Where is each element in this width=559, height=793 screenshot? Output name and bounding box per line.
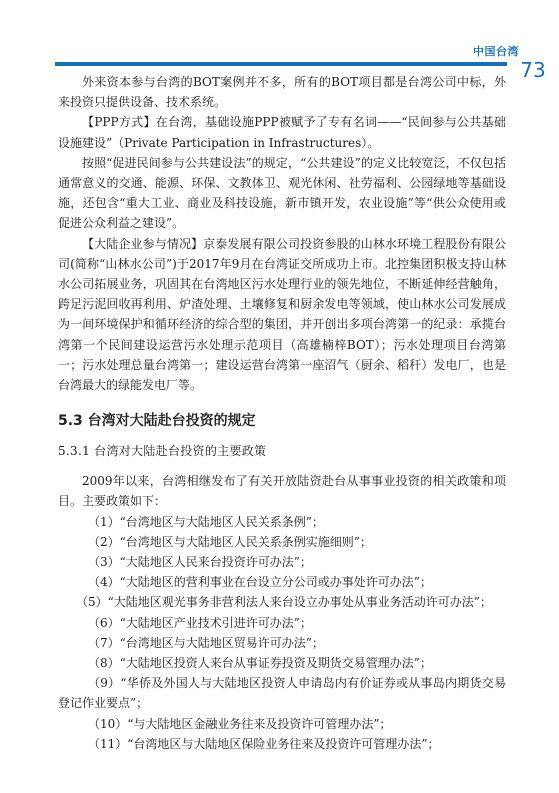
paragraph-policy-intro: 2009年以来，台湾相继发布了有关开放陆资赴台从事事业投资的相关政策和项目。主要政策如下： (58, 474, 506, 509)
section-heading-5-3: 5.3 台湾对大陆赴台投资的规定 (58, 413, 256, 430)
paragraph-public-construction: 按照“促进民间参与公共建设法”的规定，“公共建设”的定义比较宽泛，不仅包括通常意义的交通、能源、环保、文教体卫、观光休闲、社劳福利、公园绿地等基础设施，还包含“重大工业、商业及科技设施，新市镇开发，农业设施”等“供公众使用或促进公众利益之建设”。 (58, 155, 506, 231)
page-body (58, 72, 506, 754)
policy-item: （4）“大陆地区的营利事业在台设立分公司或办事处许可办法”； (88, 575, 432, 590)
policy-item: （5）“大陆地区观光事务非营利法人来台设立办事处从事业务活动许可办法”； (76, 595, 492, 610)
policy-item: （10）“与大陆地区金融业务往来及投资许可管理办法”； (88, 716, 392, 731)
paragraph-mainland-enterprises: 【大陆企业参与情况】京泰发展有限公司投资参股的山林水环境工程股份有限公司(简称“山林水公司”)于2017年9月在台湾证交所成功上市。北控集团积极支持山林水公司拓展业务，巩固其在台湾地区污水处理行业的领先地位，不断延伸经营触角，跨足污泥回收再利用、炉渣处理、土壤修复和厨余发电等领域，使山林水公司发展成为一间环境保护和循环经济的综合型的集团，并开创出多项台湾第一的纪录：承揽台湾第一个民间建设运营污水处理示范项目（高雄楠梓BOT）；污水处理项目台湾第一；污水处理总量台湾第一；建设运营台湾第一座沼气（厨余、稻秆）发电厂，也是台湾最大的绿能发电厂等。 (58, 236, 506, 393)
policy-item: （9）“华侨及外国人与大陆地区投资人申请岛内有价证券或从事岛内期货交易登记作业要点”； (58, 676, 506, 711)
paragraph-ppp: 【PPP方式】在台湾，基础设施PPP被赋予了专有名词——“民间参与公共基础设施建设”（Private Participation in Infrastructures）。 (58, 115, 506, 150)
policy-item: （6）“大陆地区产业技术引进许可办法”； (88, 615, 312, 630)
policy-item: （7）“台湾地区与大陆地区贸易许可办法”； (88, 635, 324, 650)
page-number: 73 (520, 58, 546, 82)
policy-item: （3）“大陆地区人民来台投资许可办法”； (88, 555, 312, 570)
policy-item: （11）“台湾地区与大陆地区保险业务往来及投资许可管理办法”； (88, 736, 440, 751)
policy-item: （1）“台湾地区与大陆地区人民关系条例”； (88, 514, 324, 529)
section-heading-5-3-1: 5.3.1 台湾对大陆赴台投资的主要政策 (58, 444, 267, 459)
policy-item: （2）“台湾地区与大陆地区人民关系条例实施细则”； (88, 534, 372, 549)
paragraph-bot: 外来资本参与台湾的BOT案例并不多，所有的BOT项目都是台湾公司中标，外来投资只提供设备、技术系统。 (58, 75, 506, 110)
header-rule (55, 62, 507, 66)
header-title: 中国台湾 (473, 45, 519, 58)
policy-item: （8）“大陆地区投资人来台从事证券投资及期货交易管理办法”； (88, 656, 432, 671)
